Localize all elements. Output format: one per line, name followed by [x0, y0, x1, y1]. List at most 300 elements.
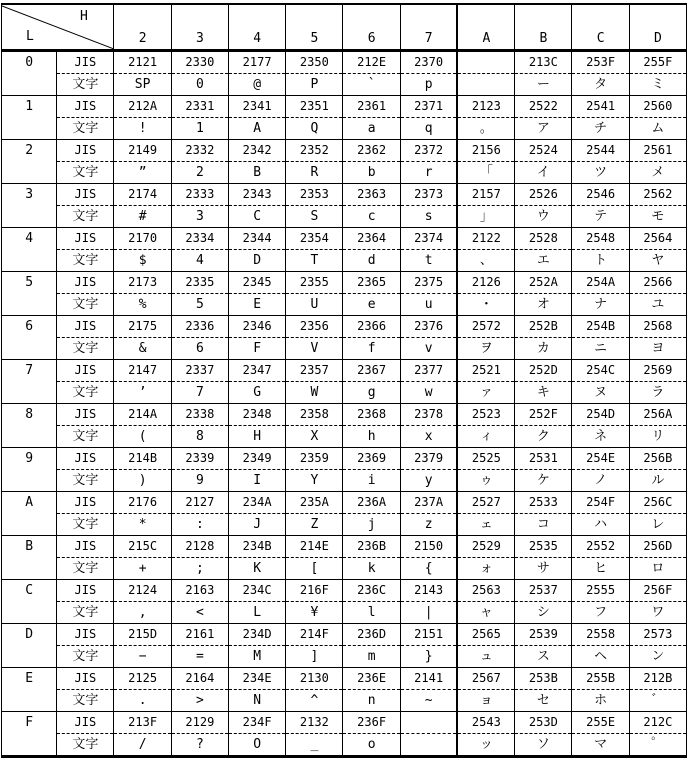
jis-code-cell: 2564: [629, 228, 686, 250]
character-cell: Z: [286, 514, 343, 536]
character-cell: オ: [515, 294, 572, 316]
jis-code-cell: 256A: [629, 404, 686, 426]
jis-code-cell: 2128: [171, 536, 228, 558]
table-row-char: [2, 426, 687, 448]
character-cell: ュ: [457, 646, 514, 668]
character-cell: ク: [515, 426, 572, 448]
jis-code-cell: 212C: [629, 712, 686, 734]
character-cell: >: [171, 690, 228, 712]
char-label: 文字: [57, 206, 114, 228]
character-cell: イ: [515, 162, 572, 184]
table-row-char: [2, 118, 687, 140]
jis-code-cell: 256F: [629, 580, 686, 602]
jis-code-cell: 2157: [457, 184, 514, 206]
table-row-char: [2, 514, 687, 536]
jis-code-cell: 2522: [515, 96, 572, 118]
jis-code-cell: 2365: [343, 272, 400, 294]
character-cell: A: [228, 118, 285, 140]
character-cell: K: [228, 558, 285, 580]
jis-code-cell: 2345: [228, 272, 285, 294]
row-low-nibble: 9: [2, 448, 57, 492]
table-row-jis: [2, 536, 687, 558]
character-cell: Y: [286, 470, 343, 492]
jis-code-cell: 2342: [228, 140, 285, 162]
character-cell: ァ: [457, 382, 514, 404]
jis-code-cell: 2343: [228, 184, 285, 206]
table-row-jis: [2, 316, 687, 338]
table-row-jis: [2, 360, 687, 382]
character-cell: t: [400, 250, 457, 272]
row-low-nibble: A: [2, 492, 57, 536]
jis-code-cell: 236B: [343, 536, 400, 558]
character-cell: エ: [515, 250, 572, 272]
character-cell: 9: [171, 470, 228, 492]
character-cell: ア: [515, 118, 572, 140]
character-cell: D: [228, 250, 285, 272]
jis-code-cell: 234A: [228, 492, 285, 514]
table-row-jis: [2, 272, 687, 294]
row-low-nibble: 2: [2, 140, 57, 184]
jis-code-cell: 234D: [228, 624, 285, 646]
character-cell: +: [114, 558, 171, 580]
jis-code-cell: 2333: [171, 184, 228, 206]
character-cell: j: [343, 514, 400, 536]
jis-code-cell: 2572: [457, 316, 514, 338]
jis-code-cell: 2147: [114, 360, 171, 382]
jis-code-cell: 2351: [286, 96, 343, 118]
jis-code-cell: 2330: [171, 51, 228, 74]
jis-code-cell: 2150: [400, 536, 457, 558]
character-cell: i: [343, 470, 400, 492]
jis-code-cell: 2555: [572, 580, 629, 602]
column-header-4: 4: [228, 4, 285, 51]
row-low-nibble: 7: [2, 360, 57, 404]
column-header-5: 5: [286, 4, 343, 51]
jis-code-cell: 2366: [343, 316, 400, 338]
character-cell: サ: [515, 558, 572, 580]
character-cell: ツ: [572, 162, 629, 184]
table-row-char: [2, 382, 687, 404]
jis-code-cell: 2558: [572, 624, 629, 646]
jis-code-cell: 214A: [114, 404, 171, 426]
table-row-jis: [2, 140, 687, 162]
character-cell: g: [343, 382, 400, 404]
character-cell: ヨ: [629, 338, 686, 360]
jis-code-cell: 2533: [515, 492, 572, 514]
character-cell: ヲ: [457, 338, 514, 360]
character-cell: e: [343, 294, 400, 316]
char-label: 文字: [57, 162, 114, 184]
character-cell: r: [400, 162, 457, 184]
jis-code-cell: 2378: [400, 404, 457, 426]
character-cell: ,: [114, 602, 171, 624]
jis-code-cell: 2546: [572, 184, 629, 206]
character-cell: B: [228, 162, 285, 184]
row-low-nibble: C: [2, 580, 57, 624]
jis-code-cell: 2573: [629, 624, 686, 646]
character-cell: ヌ: [572, 382, 629, 404]
jis-code-cell: 2163: [171, 580, 228, 602]
jis-code-cell: 2125: [114, 668, 171, 690]
char-label: 文字: [57, 646, 114, 668]
character-cell: %: [114, 294, 171, 316]
row-low-nibble: 1: [2, 96, 57, 140]
character-cell: テ: [572, 206, 629, 228]
jis-code-cell: 2529: [457, 536, 514, 558]
jis-code-cell: 234E: [228, 668, 285, 690]
row-low-nibble: 0: [2, 51, 57, 96]
jis-code-cell: 2525: [457, 448, 514, 470]
character-cell: ケ: [515, 470, 572, 492]
character-cell: ゛: [629, 690, 686, 712]
jis-code-cell: 2373: [400, 184, 457, 206]
jis-code-cell: 2132: [286, 712, 343, 734]
character-cell: (: [114, 426, 171, 448]
jis-code-cell: 2344: [228, 228, 285, 250]
character-cell: ー: [515, 74, 572, 96]
character-cell: k: [343, 558, 400, 580]
jis-code-cell: 234C: [228, 580, 285, 602]
jis-code-cell: 2129: [171, 712, 228, 734]
corner-header: [2, 4, 114, 51]
jis-code-cell: 2352: [286, 140, 343, 162]
jis-code-cell: 2565: [457, 624, 514, 646]
jis-code-cell: 234F: [228, 712, 285, 734]
jis-code-cell: 2567: [457, 668, 514, 690]
jis-code-cell: 253F: [572, 51, 629, 74]
jis-code-cell: 2526: [515, 184, 572, 206]
character-cell: f: [343, 338, 400, 360]
jis-code-cell: 253D: [515, 712, 572, 734]
character-cell: ル: [629, 470, 686, 492]
character-cell: SP: [114, 74, 171, 96]
column-header-6: 6: [343, 4, 400, 51]
character-cell: ナ: [572, 294, 629, 316]
character-cell: W: [286, 382, 343, 404]
character-cell: ム: [629, 118, 686, 140]
jis-label: JIS: [57, 360, 114, 382]
jis-code-cell: 215C: [114, 536, 171, 558]
table-row-jis: [2, 448, 687, 470]
char-label: 文字: [57, 338, 114, 360]
character-cell: s: [400, 206, 457, 228]
jis-code-cell: 2170: [114, 228, 171, 250]
table-row-jis: [2, 404, 687, 426]
jis-code-cell: 213F: [114, 712, 171, 734]
table-row-char: [2, 690, 687, 712]
char-label: 文字: [57, 602, 114, 624]
character-cell: 0: [171, 74, 228, 96]
character-cell: U: [286, 294, 343, 316]
character-cell: ェ: [457, 514, 514, 536]
table-row-char: [2, 558, 687, 580]
character-cell: ;: [171, 558, 228, 580]
jis-label: JIS: [57, 96, 114, 118]
row-low-nibble: E: [2, 668, 57, 712]
jis-code-cell: 2346: [228, 316, 285, 338]
table-row-jis: [2, 492, 687, 514]
jis-code-cell: 254F: [572, 492, 629, 514]
jis-code-cell: 236F: [343, 712, 400, 734]
character-cell: ィ: [457, 426, 514, 448]
table-row-char: [2, 250, 687, 272]
table-row-char: [2, 74, 687, 96]
jis-code-cell: 2353: [286, 184, 343, 206]
jis-label: JIS: [57, 140, 114, 162]
character-cell: }: [400, 646, 457, 668]
character-cell: w: [400, 382, 457, 404]
jis-code-cell: 2337: [171, 360, 228, 382]
character-cell: $: [114, 250, 171, 272]
character-cell: `: [343, 74, 400, 96]
jis-code-cell: 214E: [286, 536, 343, 558]
jis-code-cell: 216F: [286, 580, 343, 602]
character-cell: チ: [572, 118, 629, 140]
character-cell: 6: [171, 338, 228, 360]
jis-code-cell: 2173: [114, 272, 171, 294]
jis-code-cell: [400, 712, 457, 734]
jis-code-cell: 2335: [171, 272, 228, 294]
character-cell: 。: [457, 118, 514, 140]
jis-code-cell: 2130: [286, 668, 343, 690]
jis-code-cell: 234B: [228, 536, 285, 558]
jis-code-cell: 2544: [572, 140, 629, 162]
jis-code-cell: 2176: [114, 492, 171, 514]
character-cell: ゜: [629, 734, 686, 757]
character-cell: !: [114, 118, 171, 140]
jis-code-cell: 252B: [515, 316, 572, 338]
jis-code-cell: 2377: [400, 360, 457, 382]
jis-code-cell: 2569: [629, 360, 686, 382]
jis-label: JIS: [57, 712, 114, 734]
character-cell: ミ: [629, 74, 686, 96]
character-cell: 8: [171, 426, 228, 448]
char-label: 文字: [57, 514, 114, 536]
jis-label: JIS: [57, 272, 114, 294]
character-cell: ホ: [572, 690, 629, 712]
jis-code-cell: 235A: [286, 492, 343, 514]
character-cell: メ: [629, 162, 686, 184]
character-cell: _: [286, 734, 343, 757]
character-cell: [: [286, 558, 343, 580]
character-cell: タ: [572, 74, 629, 96]
jis-code-cell: 2539: [515, 624, 572, 646]
jis-code-cell: 2177: [228, 51, 285, 74]
char-label: 文字: [57, 118, 114, 140]
jis-code-cell: 2374: [400, 228, 457, 250]
column-header-c: C: [572, 4, 629, 51]
character-cell: q: [400, 118, 457, 140]
jis-code-cell: 2354: [286, 228, 343, 250]
jis-code-cell: 2349: [228, 448, 285, 470]
character-cell: ォ: [457, 558, 514, 580]
character-cell: ’: [114, 382, 171, 404]
jis-code-cell: 2175: [114, 316, 171, 338]
jis-code-cell: 2362: [343, 140, 400, 162]
jis-label: JIS: [57, 404, 114, 426]
character-cell: 「: [457, 162, 514, 184]
jis-code-cell: 254A: [572, 272, 629, 294]
jis-code-cell: 2523: [457, 404, 514, 426]
jis-code-cell: 2127: [171, 492, 228, 514]
jis-code-cell: 2126: [457, 272, 514, 294]
character-cell: O: [228, 734, 285, 757]
jis-code-cell: 2375: [400, 272, 457, 294]
jis-code-cell: 2341: [228, 96, 285, 118]
character-cell: ・: [457, 294, 514, 316]
character-cell: ネ: [572, 426, 629, 448]
character-cell: T: [286, 250, 343, 272]
jis-code-cell: 2370: [400, 51, 457, 74]
character-cell: ソ: [515, 734, 572, 757]
jis-code-cell: 2338: [171, 404, 228, 426]
jis-code-cell: 214F: [286, 624, 343, 646]
header-row: [2, 4, 687, 51]
character-cell: ャ: [457, 602, 514, 624]
char-label: 文字: [57, 382, 114, 404]
char-label: 文字: [57, 426, 114, 448]
jis-code-cell: 2535: [515, 536, 572, 558]
character-cell: 、: [457, 250, 514, 272]
character-cell: 1: [171, 118, 228, 140]
char-label: 文字: [57, 734, 114, 757]
character-cell: ¥: [286, 602, 343, 624]
jis-code-cell: 254B: [572, 316, 629, 338]
character-cell: キ: [515, 382, 572, 404]
jis-code-cell: 2331: [171, 96, 228, 118]
jis-code-cell: 2356: [286, 316, 343, 338]
row-low-nibble: D: [2, 624, 57, 668]
row-low-nibble: 4: [2, 228, 57, 272]
jis-code-cell: 255B: [572, 668, 629, 690]
column-header-d: D: [629, 4, 686, 51]
jis-code-cell: 2369: [343, 448, 400, 470]
jis-code-cell: 213C: [515, 51, 572, 74]
jis-code-cell: 2568: [629, 316, 686, 338]
jis-code-cell: 215D: [114, 624, 171, 646]
jis-code-cell: 212A: [114, 96, 171, 118]
jis-code-cell: 2543: [457, 712, 514, 734]
character-cell: &: [114, 338, 171, 360]
character-cell: v: [400, 338, 457, 360]
jis-code-cell: 2122: [457, 228, 514, 250]
jis-code-cell: 256D: [629, 536, 686, 558]
jis-label: JIS: [57, 536, 114, 558]
jis-code-cell: 2151: [400, 624, 457, 646]
jis-code-cell: 2527: [457, 492, 514, 514]
table-row-jis: [2, 184, 687, 206]
character-cell: X: [286, 426, 343, 448]
table-row-char: [2, 602, 687, 624]
character-cell: ン: [629, 646, 686, 668]
jis-code-cell: 2358: [286, 404, 343, 426]
jis-label: JIS: [57, 624, 114, 646]
jis-code-cell: 2376: [400, 316, 457, 338]
jis-code-cell: 212B: [629, 668, 686, 690]
character-cell: ノ: [572, 470, 629, 492]
jis-code-cell: 2363: [343, 184, 400, 206]
character-cell: 3: [171, 206, 228, 228]
diagonal-divider: [2, 5, 114, 49]
character-cell: ト: [572, 250, 629, 272]
character-cell: @: [228, 74, 285, 96]
character-cell: H: [228, 426, 285, 448]
jis-code-cell: 2348: [228, 404, 285, 426]
jis-code-cell: 256B: [629, 448, 686, 470]
character-cell: d: [343, 250, 400, 272]
character-cell: セ: [515, 690, 572, 712]
jis-code-cell: 2537: [515, 580, 572, 602]
character-cell: m: [343, 646, 400, 668]
character-cell: b: [343, 162, 400, 184]
jis-code-cell: 236A: [343, 492, 400, 514]
jis-code-cell: 254E: [572, 448, 629, 470]
character-cell: ロ: [629, 558, 686, 580]
table-row-char: [2, 162, 687, 184]
jis-code-cell: 236D: [343, 624, 400, 646]
jis-label: JIS: [57, 228, 114, 250]
jis-code-cell: 2364: [343, 228, 400, 250]
column-header-2: 2: [114, 4, 171, 51]
jis-code-table: [1, 3, 687, 758]
character-cell: F: [228, 338, 285, 360]
character-cell: ワ: [629, 602, 686, 624]
jis-label: JIS: [57, 492, 114, 514]
character-cell: P: [286, 74, 343, 96]
character-cell: ョ: [457, 690, 514, 712]
character-cell: #: [114, 206, 171, 228]
character-cell: E: [228, 294, 285, 316]
jis-code-cell: 2531: [515, 448, 572, 470]
jis-label: JIS: [57, 51, 114, 74]
jis-code-cell: 236E: [343, 668, 400, 690]
jis-code-cell: 2552: [572, 536, 629, 558]
table-row-jis: [2, 96, 687, 118]
character-cell: I: [228, 470, 285, 492]
jis-code-cell: 2371: [400, 96, 457, 118]
character-cell: S: [286, 206, 343, 228]
jis-code-cell: 2521: [457, 360, 514, 382]
character-cell: ”: [114, 162, 171, 184]
character-cell: l: [343, 602, 400, 624]
jis-code-cell: 2548: [572, 228, 629, 250]
jis-code-cell: 252A: [515, 272, 572, 294]
jis-code-cell: 2563: [457, 580, 514, 602]
jis-code-cell: 2143: [400, 580, 457, 602]
character-cell: n: [343, 690, 400, 712]
character-cell: リ: [629, 426, 686, 448]
character-cell: ^: [286, 690, 343, 712]
character-cell: =: [171, 646, 228, 668]
jis-code-cell: 2357: [286, 360, 343, 382]
character-cell: −: [114, 646, 171, 668]
jis-code-cell: 252F: [515, 404, 572, 426]
jis-code-cell: 2367: [343, 360, 400, 382]
table-row-char: [2, 734, 687, 757]
column-header-a: A: [457, 4, 514, 51]
character-cell: *: [114, 514, 171, 536]
jis-label: JIS: [57, 184, 114, 206]
character-cell: [457, 74, 514, 96]
table-row-jis: [2, 668, 687, 690]
jis-code-cell: 2141: [400, 668, 457, 690]
table-row-char: [2, 338, 687, 360]
jis-code-cell: 253B: [515, 668, 572, 690]
jis-code-cell: 2149: [114, 140, 171, 162]
jis-code-cell: 252D: [515, 360, 572, 382]
character-cell: カ: [515, 338, 572, 360]
jis-code-cell: 2379: [400, 448, 457, 470]
